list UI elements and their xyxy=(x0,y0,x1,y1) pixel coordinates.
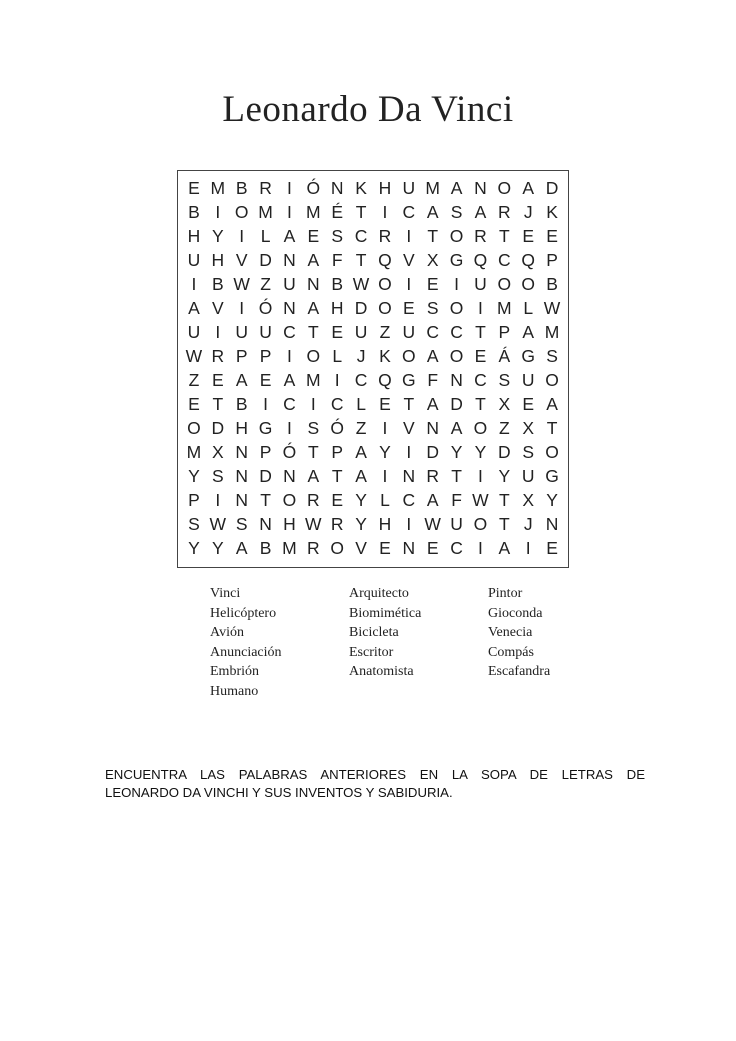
grid-letter: E xyxy=(188,394,200,415)
grid-letter: A xyxy=(546,394,558,415)
grid-letter: A xyxy=(522,178,535,199)
grid-letter: O xyxy=(449,226,464,247)
grid-letter: N xyxy=(235,442,248,463)
grid-letter: R xyxy=(330,514,344,535)
grid-letter: E xyxy=(426,538,439,559)
grid-letter: N xyxy=(450,370,463,391)
word-list-item: Vinci xyxy=(210,586,241,601)
grid-letter: P xyxy=(259,442,272,463)
grid-letter: C xyxy=(450,538,463,559)
grid-letter: A xyxy=(307,250,320,271)
grid-letter: I xyxy=(478,298,483,319)
grid-letter: T xyxy=(475,394,486,415)
grid-letter: E xyxy=(522,394,535,415)
grid-letter: E xyxy=(331,322,344,343)
grid-letter: B xyxy=(546,274,558,295)
grid-letter: Y xyxy=(188,538,200,559)
grid-letter: N xyxy=(402,538,416,559)
grid-letter: E xyxy=(522,226,535,247)
grid-letter: T xyxy=(212,394,224,415)
grid-letter: J xyxy=(356,346,366,367)
grid-letter: G xyxy=(449,250,464,271)
grid-letter: I xyxy=(287,202,292,223)
grid-letter: E xyxy=(379,538,391,559)
grid-letter: I xyxy=(406,442,412,463)
grid-letter: A xyxy=(188,298,200,319)
grid-letter: X xyxy=(522,418,535,439)
grid-letter: T xyxy=(403,394,415,415)
grid-letter: A xyxy=(474,202,487,223)
grid-letter: U xyxy=(450,514,463,535)
grid-letter: A xyxy=(426,202,439,223)
grid-letter: T xyxy=(331,466,343,487)
word-list-item: Compás xyxy=(488,644,534,660)
grid-letter: N xyxy=(426,418,439,439)
grid-letter: H xyxy=(187,226,201,247)
grid-letter: I xyxy=(406,514,412,535)
grid-letter: N xyxy=(235,490,248,511)
grid-letter: C xyxy=(497,250,511,271)
grid-letter: M xyxy=(425,178,440,199)
grid-letter: C xyxy=(450,322,463,343)
instruction-line-1: ENCUENTRA LAS PALABRAS ANTERIORES EN LA SOPA DE LETRAS DE xyxy=(105,767,645,782)
grid-letter: O xyxy=(306,346,321,367)
grid-letter: A xyxy=(426,394,439,415)
grid-letter: I xyxy=(215,490,221,511)
grid-letter: B xyxy=(235,394,248,415)
grid-letter: A xyxy=(450,178,463,199)
grid-letter: D xyxy=(545,178,559,199)
grid-letter: C xyxy=(354,226,368,247)
grid-letter: M xyxy=(282,538,297,559)
grid-letter: S xyxy=(522,442,535,463)
word-list-item: Escritor xyxy=(349,644,394,660)
grid-letter: S xyxy=(188,514,200,535)
grid-letter: N xyxy=(283,298,296,319)
grid-letter: I xyxy=(215,202,221,223)
grid-letter: H xyxy=(283,514,296,535)
grid-letter: O xyxy=(234,202,249,223)
grid-letter: W xyxy=(209,514,227,535)
grid-letter: I xyxy=(382,202,388,223)
grid-letter: I xyxy=(334,370,340,391)
grid-letter: O xyxy=(282,490,297,511)
instruction-line-2: LEONARDO DA VINCHI Y SUS INVENTOS Y SABIDURIA. xyxy=(105,785,453,800)
grid-letter: P xyxy=(546,250,558,271)
grid-letter: I xyxy=(478,466,483,487)
grid-letter: E xyxy=(546,538,558,559)
grid-letter: D xyxy=(211,418,225,439)
grid-letter: L xyxy=(260,226,271,247)
grid-letter: C xyxy=(283,394,296,415)
grid-letter: Y xyxy=(211,538,224,559)
grid-letter: S xyxy=(450,202,463,223)
grid-letter: N xyxy=(259,514,272,535)
grid-letter: A xyxy=(426,490,439,511)
grid-letter: M xyxy=(258,202,273,223)
grid-letter: U xyxy=(521,370,535,391)
grid-letter: K xyxy=(379,346,391,367)
grid-letter: C xyxy=(330,394,344,415)
grid-letter: R xyxy=(426,466,439,487)
grid-letter: U xyxy=(354,322,368,343)
word-list-item: Avión xyxy=(210,625,244,640)
grid-letter: A xyxy=(498,538,511,559)
grid-letter: E xyxy=(307,226,320,247)
word-list-item: Bicicleta xyxy=(349,625,399,640)
grid-letter: V xyxy=(402,418,415,439)
grid-letter: T xyxy=(498,490,510,511)
grid-letter: T xyxy=(260,490,271,511)
grid-letter: B xyxy=(235,178,248,199)
grid-letter: I xyxy=(406,274,412,295)
grid-letter: N xyxy=(545,514,559,535)
word-list-item: Pintor xyxy=(488,586,523,601)
grid-letter: N xyxy=(474,178,487,199)
grid-letter: S xyxy=(307,418,320,439)
grid-letter: C xyxy=(283,322,296,343)
grid-letter: I xyxy=(287,178,292,199)
grid-letter: Q xyxy=(378,370,392,391)
grid-letter: L xyxy=(356,394,366,415)
word-list-item: Humano xyxy=(210,683,259,699)
word-list-item: Gioconda xyxy=(488,605,543,621)
grid-letter: C xyxy=(354,370,368,391)
grid-letter: A xyxy=(426,346,439,367)
word-list-item: Arquitecto xyxy=(349,586,409,601)
grid-letter: M xyxy=(544,322,560,343)
grid-letter: Z xyxy=(379,322,391,343)
grid-letter: R xyxy=(378,226,392,247)
grid-letter: O xyxy=(449,346,464,367)
grid-letter: O xyxy=(378,298,392,319)
grid-letter: T xyxy=(498,226,510,247)
grid-letter: É xyxy=(331,202,344,223)
grid-letter: Ó xyxy=(258,298,273,319)
grid-letter: C xyxy=(426,322,439,343)
word-list-item: Anunciación xyxy=(210,644,282,660)
grid-letter: D xyxy=(497,442,511,463)
grid-letter: Y xyxy=(355,490,367,511)
grid-letter: T xyxy=(546,418,558,439)
grid-letter: P xyxy=(259,346,272,367)
grid-letter: W xyxy=(305,514,322,535)
grid-letter: N xyxy=(306,274,320,295)
grid-letter: C xyxy=(402,202,416,223)
grid-letter: R xyxy=(474,226,487,247)
grid-letter: J xyxy=(523,202,533,223)
word-list-item: Venecia xyxy=(488,625,533,640)
grid-letter: P xyxy=(498,322,511,343)
grid-letter: A xyxy=(450,418,463,439)
grid-letter: K xyxy=(546,202,558,223)
grid-letter: O xyxy=(187,418,201,439)
grid-letter: U xyxy=(187,322,201,343)
grid-letter: L xyxy=(523,298,534,319)
grid-letter: E xyxy=(426,274,439,295)
grid-letter: S xyxy=(331,226,344,247)
grid-letter: S xyxy=(426,298,439,319)
grid-letter: W xyxy=(424,514,441,535)
grid-letter: T xyxy=(498,514,510,535)
grid-letter: H xyxy=(235,418,248,439)
grid-letter: I xyxy=(406,226,412,247)
grid-letter: Ó xyxy=(306,178,321,199)
grid-letter: I xyxy=(215,322,221,343)
grid-letter: R xyxy=(306,490,320,511)
word-list-item: Anatomista xyxy=(349,664,414,679)
grid-letter: U xyxy=(521,466,535,487)
grid-letter: L xyxy=(380,490,390,511)
grid-letter: R xyxy=(306,538,320,559)
grid-letter: K xyxy=(355,178,367,199)
grid-letter: E xyxy=(331,490,344,511)
page-title: Leonardo Da Vinci xyxy=(222,89,514,130)
grid-letter: I xyxy=(454,274,459,295)
grid-letter: E xyxy=(188,178,200,199)
grid-letter: U xyxy=(474,274,487,295)
grid-letter: E xyxy=(474,346,487,367)
grid-letter: A xyxy=(235,370,248,391)
grid-letter: Q xyxy=(473,250,488,271)
grid-letter: X xyxy=(211,442,224,463)
grid-letter: I xyxy=(478,538,483,559)
grid-letter: Y xyxy=(498,466,511,487)
grid-letter: D xyxy=(426,442,439,463)
word-list-item: Biomimética xyxy=(349,605,422,621)
grid-letter: S xyxy=(546,346,558,367)
grid-letter: W xyxy=(233,274,250,295)
grid-letter: D xyxy=(354,298,368,319)
grid-letter: Á xyxy=(498,346,511,367)
grid-letter: S xyxy=(211,466,224,487)
grid-letter: A xyxy=(355,442,367,463)
grid-letter: U xyxy=(235,322,248,343)
grid-letter: A xyxy=(307,466,320,487)
grid-letter: Ó xyxy=(282,442,297,463)
grid-letter: M xyxy=(306,202,321,223)
grid-letter: T xyxy=(475,322,486,343)
grid-letter: O xyxy=(402,346,416,367)
grid-letter: Y xyxy=(379,442,391,463)
grid-letter: P xyxy=(331,442,344,463)
grid-letter: E xyxy=(402,298,415,319)
grid-letter: J xyxy=(523,514,533,535)
grid-letter: U xyxy=(402,322,416,343)
grid-letter: P xyxy=(235,346,248,367)
grid-letter: N xyxy=(283,466,296,487)
word-list-item: Embrión xyxy=(210,664,259,679)
grid-letter: H xyxy=(378,514,392,535)
grid-letter: M xyxy=(210,178,226,199)
grid-letter: O xyxy=(449,298,464,319)
grid-letter: F xyxy=(427,370,439,391)
grid-letter: S xyxy=(498,370,511,391)
grid-letter: G xyxy=(402,370,416,391)
grid-letter: Q xyxy=(378,250,392,271)
grid-letter: M xyxy=(497,298,512,319)
grid-letter: I xyxy=(310,394,316,415)
grid-letter: N xyxy=(283,250,296,271)
grid-letter: M xyxy=(186,442,202,463)
grid-letter: A xyxy=(355,466,367,487)
grid-letter: W xyxy=(352,274,370,295)
grid-letter: I xyxy=(382,466,388,487)
grid-letter: N xyxy=(235,466,248,487)
grid-letter: Z xyxy=(188,370,200,391)
grid-letter: R xyxy=(497,202,511,223)
grid-letter: T xyxy=(307,442,319,463)
grid-letter: A xyxy=(235,538,248,559)
grid-letter: E xyxy=(211,370,224,391)
grid-letter: Y xyxy=(450,442,463,463)
grid-letter: I xyxy=(263,394,268,415)
grid-letter: Y xyxy=(188,466,200,487)
grid-letter: M xyxy=(306,370,321,391)
grid-letter: V xyxy=(402,250,415,271)
grid-letter: Y xyxy=(355,514,367,535)
grid-letter: W xyxy=(543,298,561,319)
grid-letter: O xyxy=(378,274,392,295)
grid-letter: C xyxy=(474,370,487,391)
grid-letter: W xyxy=(185,346,203,367)
grid-letter: O xyxy=(497,274,512,295)
grid-letter: T xyxy=(355,250,367,271)
grid-letter: N xyxy=(330,178,344,199)
word-list-column-1 xyxy=(210,584,282,701)
grid-letter: B xyxy=(331,274,344,295)
instructions xyxy=(105,766,645,802)
grid-letter: F xyxy=(331,250,343,271)
grid-letter: G xyxy=(521,346,535,367)
grid-letter: U xyxy=(259,322,272,343)
grid-letter: H xyxy=(378,178,392,199)
grid-letter: Z xyxy=(355,418,367,439)
grid-letter: Z xyxy=(260,274,271,295)
grid-letter: D xyxy=(450,394,463,415)
grid-letter: B xyxy=(211,274,224,295)
grid-letter: H xyxy=(211,250,225,271)
word-list-column-2 xyxy=(349,584,421,682)
grid-letter: Y xyxy=(211,226,224,247)
grid-letter: S xyxy=(235,514,248,535)
word-list-item: Escafandra xyxy=(488,664,551,679)
grid-letter: U xyxy=(187,250,201,271)
grid-letter: Q xyxy=(521,250,535,271)
grid-letter: R xyxy=(211,346,225,367)
grid-letter: Z xyxy=(498,418,510,439)
grid-letter: O xyxy=(473,514,488,535)
grid-letter: V xyxy=(355,538,367,559)
word-search-grid xyxy=(177,170,569,568)
grid-letter: I xyxy=(287,346,292,367)
grid-letter: E xyxy=(379,394,391,415)
grid-letter: O xyxy=(330,538,344,559)
word-list-column-3 xyxy=(488,584,550,682)
grid-letter: N xyxy=(402,466,416,487)
grid-letter: T xyxy=(427,226,439,247)
grid-letter: B xyxy=(259,538,272,559)
grid-letter: G xyxy=(545,466,559,487)
grid-letter: P xyxy=(188,490,200,511)
grid-letter: V xyxy=(211,298,224,319)
grid-letter: G xyxy=(258,418,273,439)
grid-letter: O xyxy=(473,418,488,439)
word-list-item: Helicóptero xyxy=(210,605,277,621)
grid-letter: I xyxy=(287,418,292,439)
grid-letter: D xyxy=(259,250,272,271)
grid-letter: U xyxy=(402,178,416,199)
grid-letter: A xyxy=(307,298,320,319)
grid-letter: I xyxy=(239,298,245,319)
grid-letter: A xyxy=(283,370,296,391)
grid-letter: O xyxy=(521,274,535,295)
grid-letter: V xyxy=(235,250,248,271)
grid-letter: T xyxy=(307,322,319,343)
grid-letter: O xyxy=(545,370,559,391)
grid-letter: T xyxy=(451,466,462,487)
grid-letter: Y xyxy=(474,442,487,463)
grid-letter: W xyxy=(472,490,489,511)
grid-letter: X xyxy=(522,490,535,511)
grid-letter: R xyxy=(259,178,272,199)
grid-letter: X xyxy=(498,394,511,415)
grid-letter: D xyxy=(259,466,272,487)
grid-letter: I xyxy=(239,226,245,247)
grid-letter: E xyxy=(546,226,558,247)
grid-letter: C xyxy=(402,490,416,511)
grid-letter: I xyxy=(382,418,388,439)
grid-letter: O xyxy=(545,442,559,463)
grid-letter: F xyxy=(451,490,462,511)
grid-letter: O xyxy=(497,178,512,199)
grid-letter: A xyxy=(283,226,296,247)
grid-letter: T xyxy=(355,202,367,223)
grid-letter: Ó xyxy=(330,418,344,439)
grid-letter: U xyxy=(283,274,296,295)
grid-letter: H xyxy=(330,298,344,319)
grid-letter: L xyxy=(332,346,343,367)
grid-letter: B xyxy=(188,202,200,223)
grid-letter: X xyxy=(426,250,439,271)
grid-letter: E xyxy=(259,370,272,391)
grid-letter: I xyxy=(191,274,197,295)
grid-letter: Y xyxy=(546,490,558,511)
grid-letter: I xyxy=(525,538,531,559)
grid-letter: A xyxy=(522,322,535,343)
